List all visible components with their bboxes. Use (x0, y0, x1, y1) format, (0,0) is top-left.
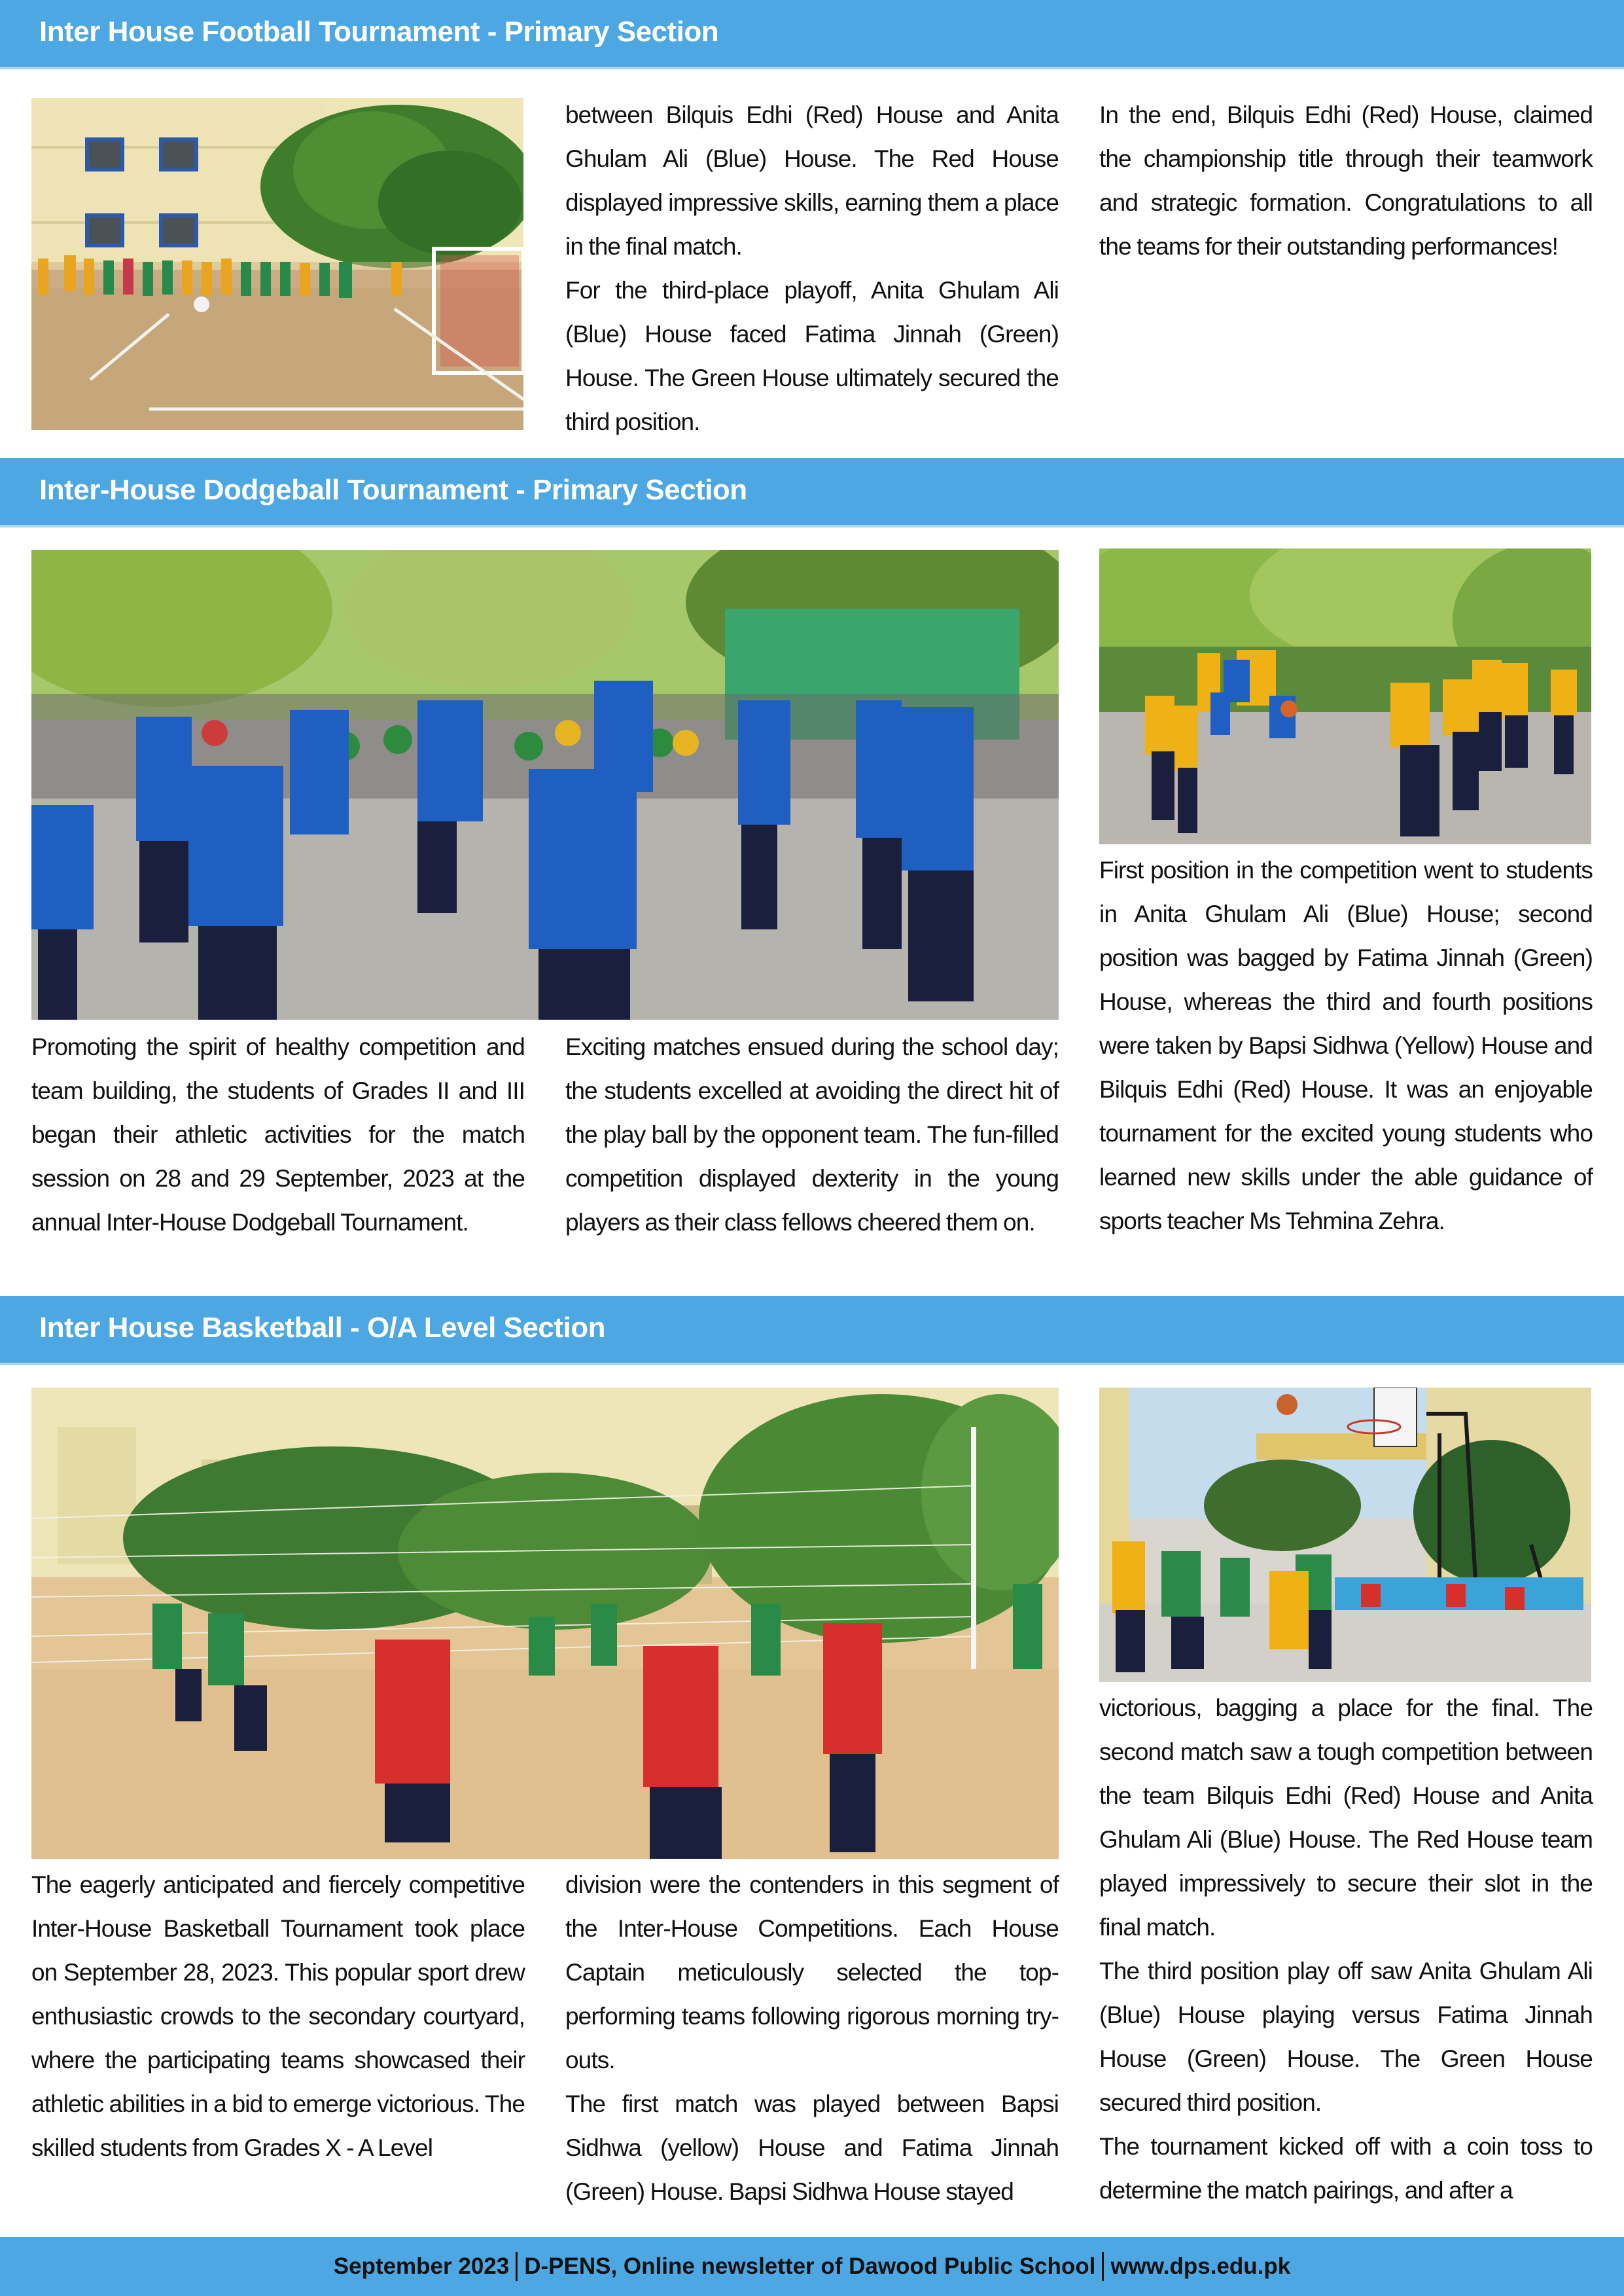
newsletter-footer (0, 2237, 1624, 2296)
section-banner-dodgeball (0, 458, 1624, 528)
section-title: Inter House Football Tournament - Primary Section (39, 16, 719, 48)
dodgeball-yellow-house-photo (1099, 548, 1591, 844)
footer-publication: D-PENS, Online newsletter of Dawood Public School (524, 2253, 1096, 2279)
basketball-text-column-3 (1099, 1686, 1593, 2212)
paragraph: The tournament kicked off with a coin toss to determine the match pairings, and after a (1099, 2133, 1593, 2204)
paragraph: division were the contenders in this segment of the Inter-House Competitions. Each House Captain meticulously selected the top-performing teams following rigorous morning try-outs. (565, 1871, 1059, 2073)
dodgeball-text-column-2 (565, 1025, 1059, 1244)
football-match-photo (31, 98, 523, 430)
section-title: Inter-House Dodgeball Tournament - Primary Section (39, 474, 747, 506)
paragraph: Promoting the spirit of healthy competition and team building, the students of Grades II and III began their athletic activities for the match session on 28 and 29 September, 2023 at the annual Inter-House Dodgeball Tournament. (31, 1033, 525, 1236)
paragraph: In the end, Bilquis Edhi (Red) House, claimed the championship title through their teamwork and strategic formation. Congratulations to all the teams for their outstanding performances! (1099, 101, 1593, 260)
basketball-shot-photo (1099, 1388, 1591, 1682)
basketball-text-column-2 (565, 1863, 1059, 2214)
section-banner-basketball (0, 1296, 1624, 1365)
dodgeball-text-column-3 (1099, 848, 1593, 1243)
paragraph: Exciting matches ensued during the school day; the students excelled at avoiding the direct hit of the play ball by the opponent team. The fun-filled competition displayed dexterity in the young players as their class fellows cheered them on. (565, 1033, 1059, 1236)
footer-date: September 2023 (333, 2253, 510, 2279)
paragraph: between Bilquis Edhi (Red) House and Anita Ghulam Ali (Blue) House. The Red House displayed impressive skills, earning them a place in the final match. (565, 101, 1059, 260)
paragraph: The third position play off saw Anita Ghulam Ali (Blue) House playing versus Fatima Jinnah House (Green) House. The Green House secured third position. (1099, 1958, 1593, 2116)
footer-website-link[interactable]: www.dps.edu.pk (1110, 2253, 1291, 2279)
paragraph: The eagerly anticipated and fiercely competitive Inter-House Basketball Tournament took place on September 28, 2023. This popular sport drew enthusiastic crowds to the secondary courtyard, where the participating teams showcased their athletic abilities in a bid to emerge victorious. The skilled students from Grades X - A Level (31, 1871, 525, 2161)
paragraph: First position in the competition went to students in Anita Ghulam Ali (Blue) House; second position was bagged by Fatima Jinnah (Green) House, whereas the third and fourth positions were taken by Bapsi Sidhwa (Yellow) House and Bilquis Edhi (Red) House. It was an enjoyable tournament for the excited young students who learned new skills under the able guidance of sports teacher Ms Tehmina Zehra. (1099, 857, 1593, 1234)
football-text-column-3 (1099, 93, 1593, 268)
paragraph: victorious, bagging a place for the final. The second match saw a tough competition between the team Bilquis Edhi (Red) House and Anita Ghulam Ali (Blue) House. The Red House team played impressively to secure their slot in the final match. (1099, 1695, 1593, 1941)
section-title: Inter House Basketball - O/A Level Section (39, 1312, 605, 1344)
section-banner-football (0, 0, 1624, 69)
football-text-column-2 (565, 93, 1059, 444)
basketball-text-column-1 (31, 1863, 525, 2170)
volleyball-court-photo (31, 1388, 1059, 1859)
paragraph: For the third-place playoff, Anita Ghulam Ali (Blue) House faced Fatima Jinnah (Green) House. The Green House ultimately secured the third position. (565, 277, 1059, 435)
footer-divider (516, 2252, 518, 2281)
dodgeball-text-column-1 (31, 1025, 525, 1244)
paragraph: The first match was played between Bapsi Sidhwa (yellow) House and Fatima Jinnah (Green) House. Bapsi Sidhwa House stayed (565, 2090, 1059, 2205)
dodgeball-blue-house-photo (31, 550, 1059, 1020)
footer-divider (1102, 2252, 1104, 2281)
